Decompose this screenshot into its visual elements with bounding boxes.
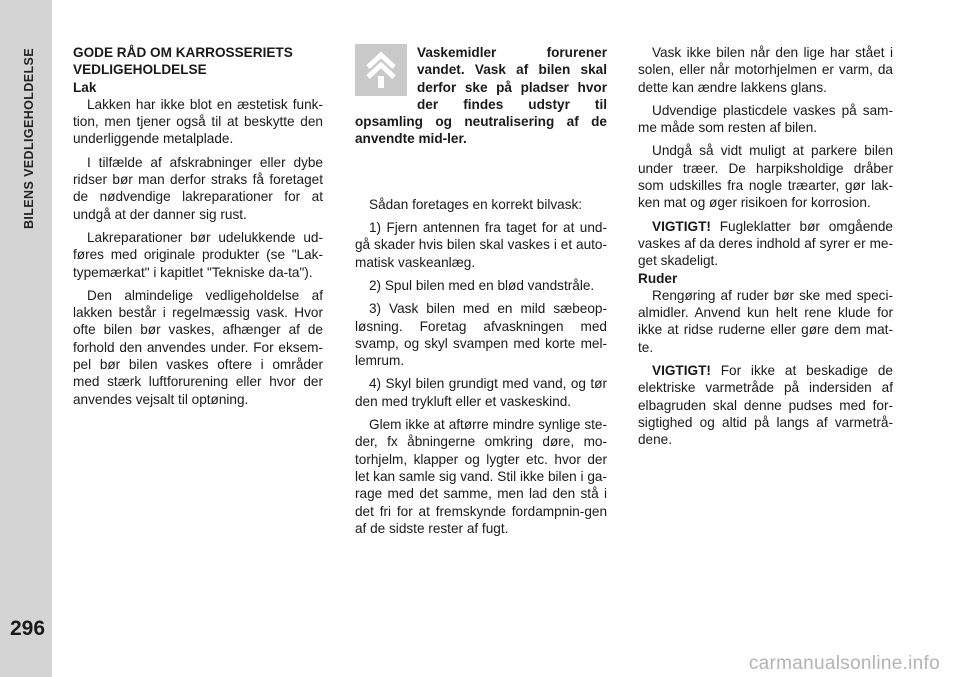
important-note-2 [638,362,893,448]
chapter-title: BILENS VEDLIGEHOLDELSE [22,48,36,230]
important-note-1 [638,218,893,270]
column-2 [355,44,607,537]
recycle-warning-icon [355,44,407,96]
warning-text: Vaskemidler forurener vandet. Vask af bilen skal derfor ske på pladser hvor der findes udstyr til opsamling og neutralisering af de anvendte mid-ler. [355,45,607,147]
step-item: 4) Skyl bilen grundigt med vand, og tør den med trykluft eller et vaskeskind. [355,376,607,409]
column-1 [73,44,323,408]
wash-steps [355,196,607,537]
important-label: VIGTIGT! [652,218,711,234]
paragraph: Udvendige plasticdele vaskes på sam-me måde som resten af bilen. [638,102,893,136]
important-label: VIGTIGT! [652,363,711,379]
steps-intro: Sådan foretages en korrekt bilvask: [369,196,583,212]
paragraph: Vask ikke bilen når den lige har stået i solen, eller når motorhjelmen er varm, da dette kan ændre lakkens glans. [638,45,893,95]
step-item: 2) Spul bilen med en blød vandstråle. [369,277,595,293]
recycle-arrows-icon [362,50,400,90]
step-note: Glem ikke at aftørre mindre synlige ste-der, fx åbningerne omkring døre, mo-torhjelm, klapper og lygter etc. hvor der let kan samle sig vand. Stil ikke bilen i ga-rage med det samme, men lad den stå i det fri for at fremskynde fordampnin-gen af de sidste rester af fugt. [355,417,607,536]
paragraph: Undgå så vidt muligt at parkere bilen under træer. De harpiksholdige dråber som udskilles fra nogle træarter, gør lak-ken mat og øger risikoen for korrosion. [638,143,893,211]
step-item: 1) Fjern antennen fra taget for at und-gå skader hvis bilen skal vaskes i et auto-matisk vaskeanlæg. [355,220,607,270]
important-text: For ikke at beskadige de elektriske varmetråde på indersiden af elbagruden skal denne pudses med for-sigtighed og altid på langs af varmetrå-dene. [638,363,893,448]
important-text: Fugleklatter bør omgående vaskes af da deres indhold af syrer er me-get skadeligt. [638,218,893,269]
paragraph: Rengøring af ruder bør ske med speci-almidler. Anvend kun helt rene klude for ikke at ridse ruderne eller gøre dem mat-te. [638,287,893,355]
paragraph: I tilfælde af afskrabninger eller dybe ridser bør man derfor straks få foretaget de nødvendige lakreparationer for at undgå at der danner sig rust. [73,154,323,222]
watermark: carmanualsonline.info [748,653,940,674]
subheading-ruder: Ruder [638,270,678,286]
paragraph: Lakreparationer bør udelukkende ud-føres med originale produkter (se "Lak-typemærkat" i kapitlet "Tekniske da-ta"). [73,229,323,280]
column-3 [638,44,893,449]
chapter-side-tab [0,0,52,677]
paragraph: Lakken har ikke blot en æstetisk funk-tion, men tjener også til at beskytte den underliggende metalplade. [73,96,323,147]
page-number: 296 [10,617,46,640]
subheading-lak: Lak [73,79,97,95]
section-heading-line2: VEDLIGEHOLDELSE [73,62,207,78]
section-heading-line1: GODE RÅD OM KARROSSERIETS [73,45,293,60]
paragraph: Den almindelige vedligeholdelse af lakken består i regelmæssig vask. Hvor ofte bilen bør vaskes, afhænger af de forhold den anvendes under. For eksem-pel bør bilen vaskes oftere i områder med stærk luftforurening eller hvor der anvendes vejsalt til optøning. [73,287,323,407]
section-heading [73,44,323,79]
step-item: 3) Vask bilen med en mild sæbeop-løsning. Foretag afvaskningen med svamp, og skyl svampen med korte mel-lemrum. [355,301,607,369]
